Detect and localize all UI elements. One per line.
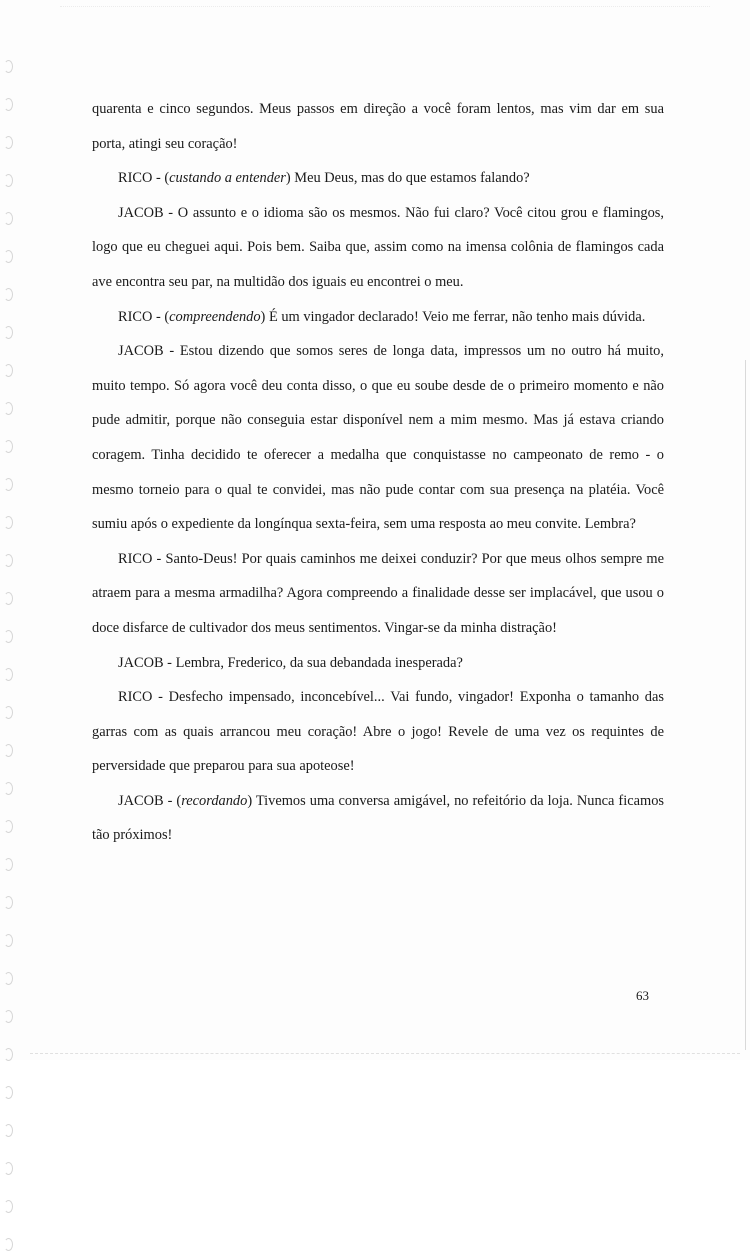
stage-direction: custando a entender — [169, 170, 286, 187]
speaker-name: RICO - — [118, 689, 169, 706]
paragraph: JACOB - (recordando) Tivemos uma conversa amigável, no refeitório da loja. Nunca ficamos tão próximos! — [92, 792, 664, 844]
paragraph: JACOB - Estou dizendo que somos seres de longa data, impressos um no outro há muito, muito tempo. Só agora você deu conta disso, o que eu soube desde de o primeiro momento e não pude admitir, porque não conseguia estar disponível nem a mim mesmo. Mas já estava criando coragem. Tinha decidido te oferecer a medalha que conquistasse no campeonato de remo - o mesmo torneio para o qual te convidei, mas não pude contar com sua presença na platéia. Você sumiu após o expediente da longínqua sexta-feira, sem uma resposta ao meu convite. Lembra? — [92, 343, 664, 533]
speaker-name: JACOB - — [118, 343, 180, 360]
stage-direction: compreendendo — [169, 308, 261, 325]
script-text — [92, 92, 664, 853]
paragraph: JACOB - Lembra, Frederico, da sua debandada inesperada? — [118, 654, 463, 671]
speaker-name: JACOB - — [118, 654, 176, 671]
page-number: 63 — [636, 988, 649, 1003]
paragraph: RICO - (custando a entender) Meu Deus, mas do que estamos falando? — [118, 170, 530, 187]
scan-top-edge — [60, 6, 710, 7]
speaker-name: RICO - — [118, 170, 165, 187]
binding-holes — [2, 60, 16, 1050]
paragraph: RICO - (compreendendo) É um vingador declarado! Veio me ferrar, não tenho mais dúvida. — [118, 308, 646, 325]
paragraph: JACOB - O assunto e o idioma são os mesmos. Não fui claro? Você citou grou e flamingos, logo que eu cheguei aqui. Pois bem. Saiba que, assim como na imensa colônia de flamingos cada ave encontra seu par, na multidão dos iguais eu encontrei o meu. — [92, 204, 665, 290]
paragraph: RICO - Santo-Deus! Por quais caminhos me deixei conduzir? Por que meus olhos sempre me atraem para a mesma armadilha? Agora compreendo a finalidade desse ser implacável, que usou o doce disfarce de cultivador dos meus sentimentos. Vingar-se da minha distração! — [92, 550, 665, 636]
paragraph: quarenta e cinco segundos. Meus passos em direção a você foram lentos, mas vim dar em sua porta, atingi seu coração! — [92, 101, 664, 152]
scan-bottom-edge — [30, 1053, 740, 1054]
speaker-name: RICO - — [118, 550, 166, 567]
scan-right-edge — [745, 360, 746, 1050]
speaker-name: RICO - — [118, 308, 165, 325]
speaker-name: JACOB - — [118, 792, 177, 809]
stage-direction: recordando — [181, 792, 248, 809]
paragraph: RICO - Desfecho impensado, inconcebível... Vai fundo, vingador! Exponha o tamanho das garras com as quais arrancou meu coração! Abre o jogo! Revele de uma vez os requintes de perversidade que preparou para sua apoteose! — [92, 689, 664, 775]
speaker-name: JACOB - — [118, 204, 178, 221]
